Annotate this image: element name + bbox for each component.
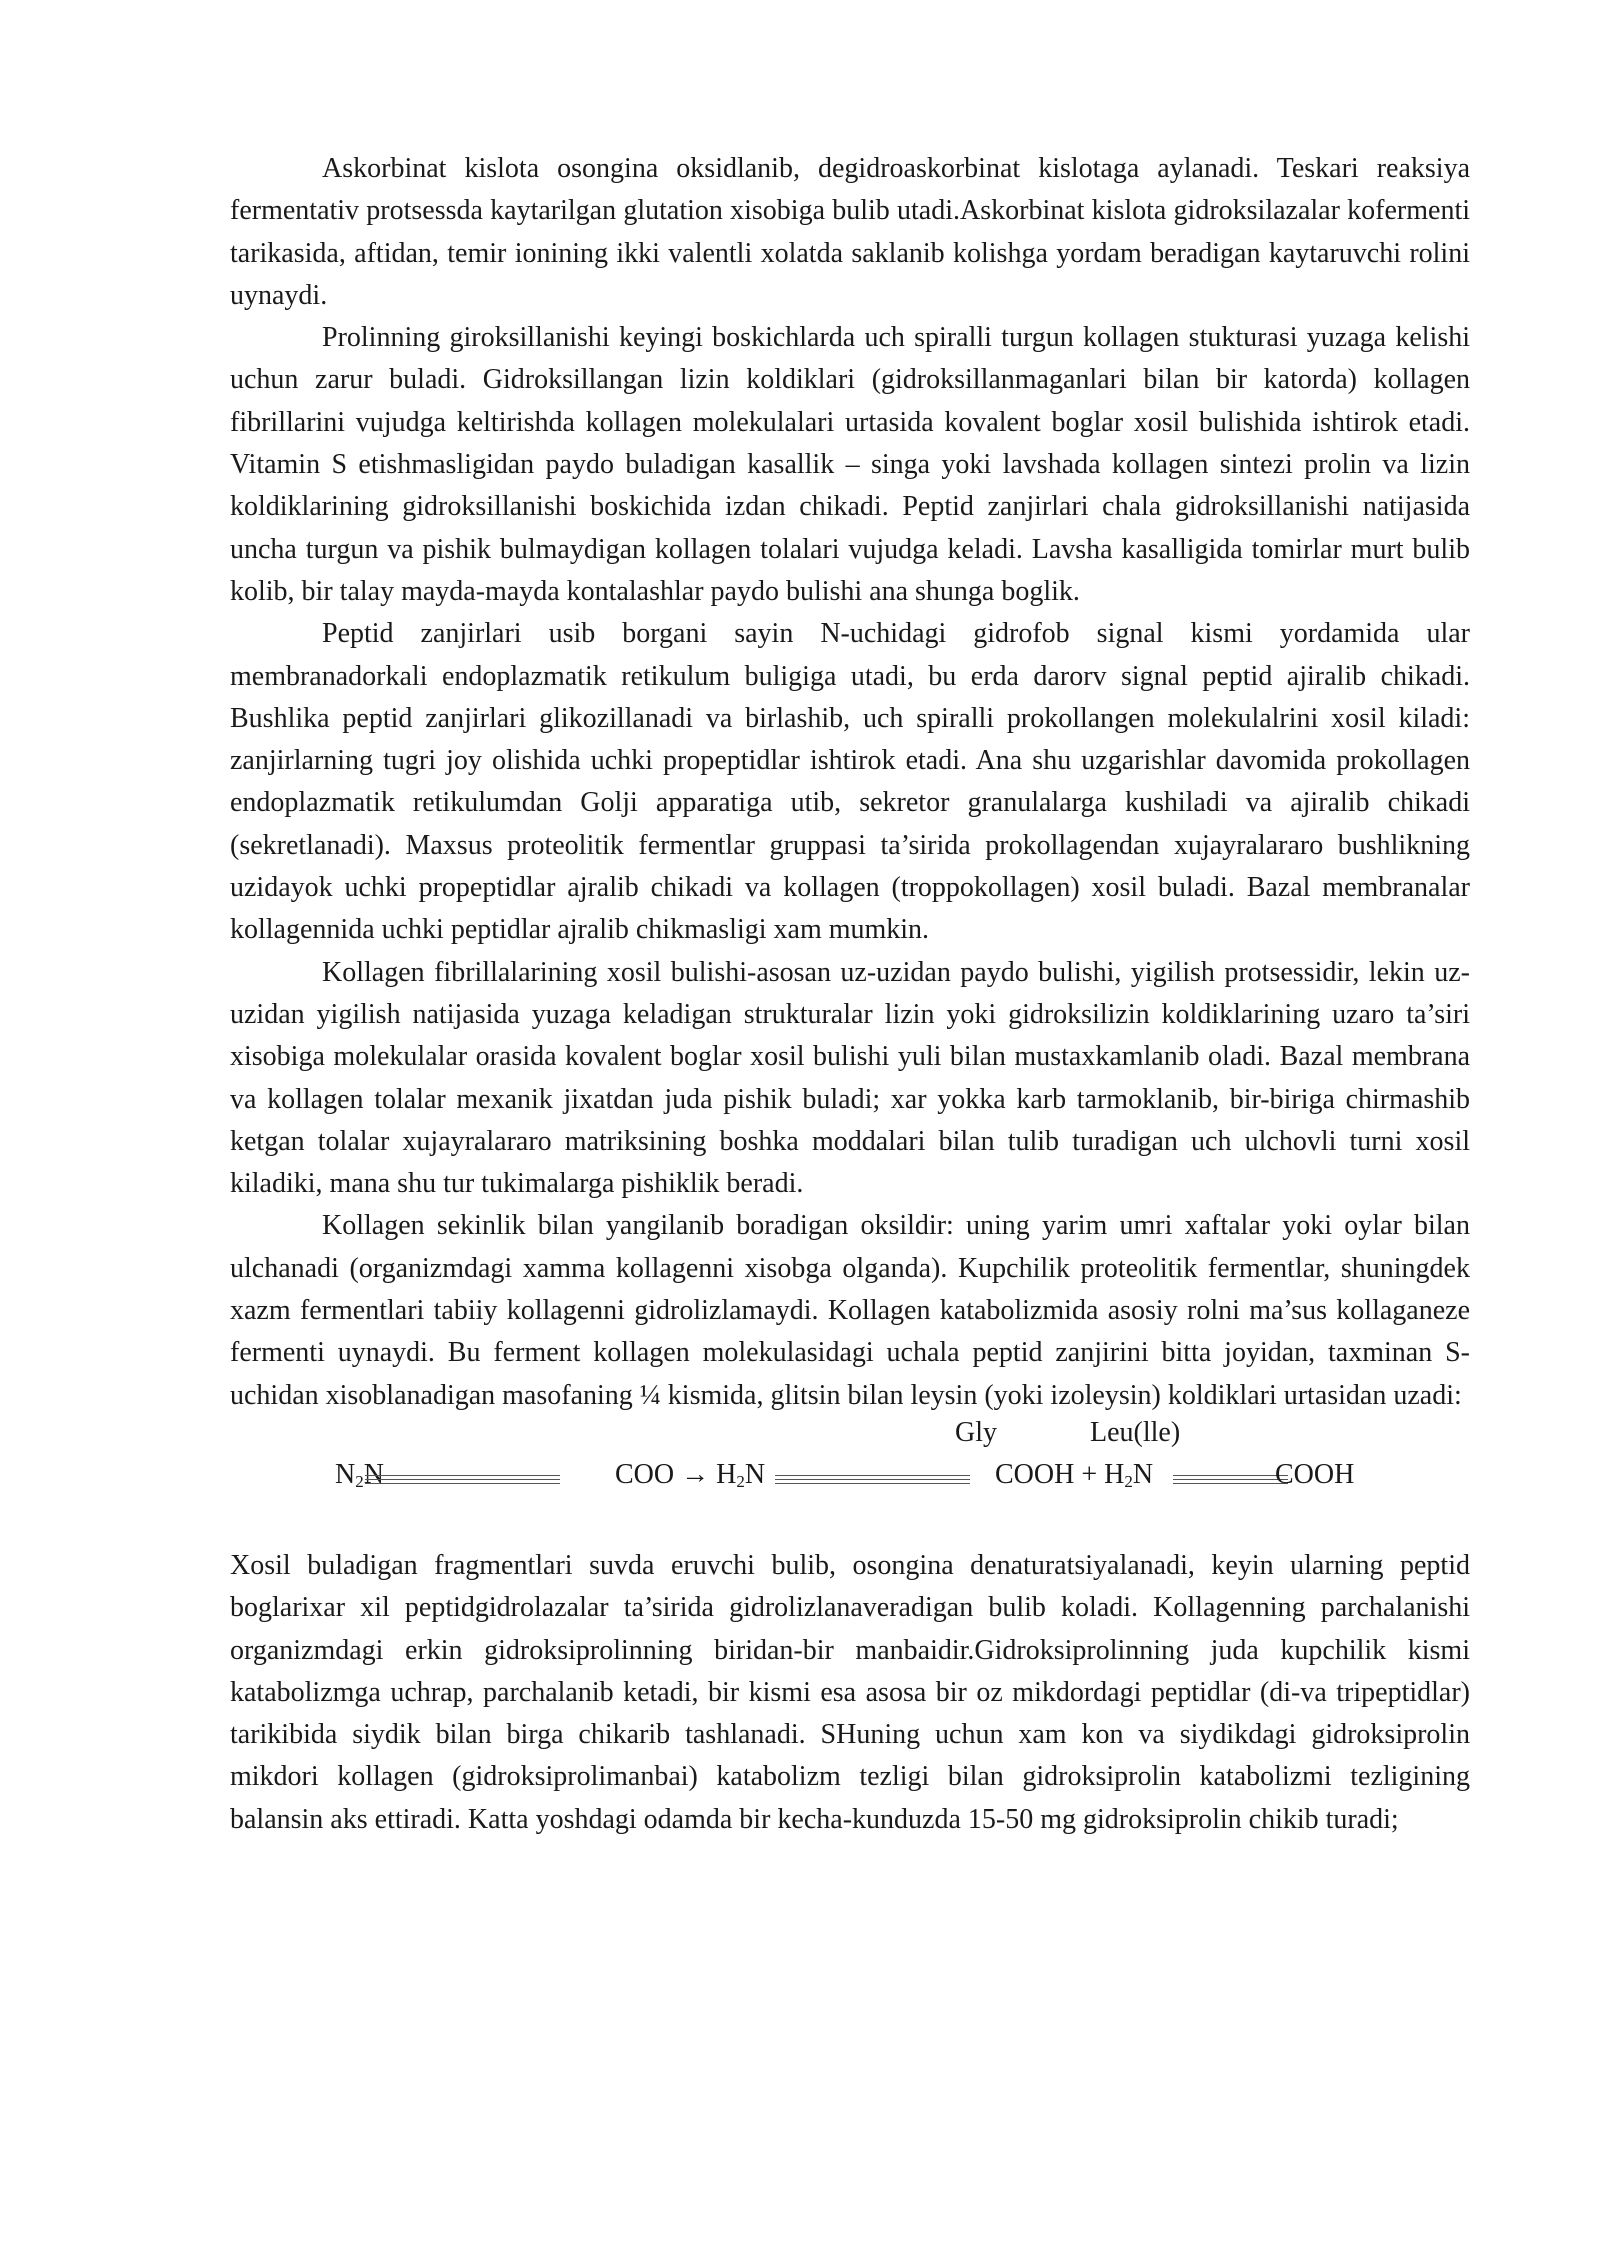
paragraph-fragments-hydroxyproline: Xosil buladigan fragmentlari suvda eruvchi bulib, osongina denaturatsiyalanadi, keyin ularning peptid boglarixar xil peptidgidrolazalar ta’sirida gidrolizlanaveradigan bulib koladi. Kollagenning parchalanishi organizmdagi erkin gidroksiprolinning biridan-bir manbaidir.Gidroksiprolinning juda kupchilik kismi katabolizmga uchrap, parchalanib ketadi, bir kismi esa asosa bir oz mikdordagi peptidlar (di-va tripeptidlar) tarikibida siydik bilan birga chikarib tashlanadi. SHuning uchun xam kon va siydikdagi gidroksiprolin mikdori kollagen (gidroksiprolimanbai) katabolizm tezligi bilan gidroksiprolin katabolizmi tezligining balansin aks ettiradi. Katta yoshdagi odamda bir kecha-kunduzda 15-50 mg gidroksiprolin chikib turadi; (230, 1549, 1470, 1835)
formula-chain-bond-1 (365, 1475, 560, 1484)
formula-chain-bond-3 (1173, 1475, 1288, 1484)
body-text-upper (230, 148, 1470, 1841)
formula-fragment-cooh-h2n: COOH + $H_2N$ (995, 1458, 1154, 1491)
formula-chain-bond-2 (775, 1475, 970, 1484)
formula-label-leu: Leu(lle) (1090, 1416, 1181, 1448)
paragraph-fibril-formation: Kollagen fibrillalarining xosil bulishi-asosan uz-uzidan paydo bulishi, yigilish protsessidir, lekin uz-uzidan yigilish natijasida yuzaga keladigan strukturalar lizin yoki gidroksilizin koldiklarining uzaro ta’siri xisobiga molekulalar orasida kovalent boglar xosil bulishi yuli bilan mustaxkamlanib oladi. Bazal membrana va kollagen tolalar mexanik jixatdan juda pishik buladi; xar yokka karb tarmoklanib, bir-biriga chirmashib ketgan tolalar xujayralararo matriksining boshka moddalari bilan tulib turadigan uch ulchovli turni xosil kiladiki, mana shu tur tukimalarga pishiklik beradi. (230, 956, 1470, 1200)
paragraph-collagen-catabolism: Kollagen sekinlik bilan yangilanib boradigan oksildir: uning yarim umri xaftalar yoki oylar bilan ulchanadi (organizmdagi xamma kollagenni xisobga olganda). Kupchilik proteolitik fermentlar, shuningdek xazm fermentlari tabiiy kollagenni gidrolizlamaydi. Kollagen katabolizmida asosiy rolni ma’sus kollaganeze fermenti uynaydi. Bu ferment kollagen molekulasidagi uchala peptid zanjirini bitta joyidan, taxminan S-uchidan xisoblanadigan masofaning ¼ kismida, glitsin bilan leysin (yoki izoleysin) koldiklari urtasidan uzadi: (230, 1210, 1470, 1411)
formula-fragment-n-terminus: $N_2N$ (335, 1458, 384, 1491)
formula-fragment-coo-h2n: COO → $H_2N$ (615, 1458, 766, 1491)
collagenase-cleavage-formula (230, 1417, 1470, 1545)
paragraph-ascorbic-acid: Askorbinat kislota osongina oksidlanib, degidroaskorbinat kislotaga aylanadi. Teskari reaksiya fermentativ protsessda kaytarilgan glutation xisobiga bulib utadi.Askorbinat kislota gidroksilazalar kofermenti tarikasida, aftidan, temir ionining ikki valentli xolatda saklanib kolishga yordam beradigan kaytaruvchi rolini uynaydi. (230, 153, 1470, 311)
paragraph-peptide-chains: Peptid zanjirlari usib borgani sayin N-uchidagi gidrofob signal kismi yordamida ular membranadorkali endoplazmatik retikulum buligiga utadi, bu erda darorv signal peptid ajiralib chikadi. Bushlika peptid zanjirlari glikozillanadi va birlashib, uch spiralli prokollangen molekulalrini xosil kiladi: zanjirlarning tugri joy olishida uchki propeptidlar ishtirok etadi. Ana shu uzgarishlar davomida prokollagen endoplazmatik retikulumdan Golji apparatiga utib, sekretor granulalarga kushiladi va ajiralib chikadi (sekretlanadi). Maxsus proteolitik fermentlar gruppasi ta’sirida prokollagendan xujayralararo bushlikning uzidayok uchki propeptidlar ajralib chikadi va kollagen (troppokollagen) xosil buladi. Bazal membranalar kollagennida uchki peptidlar ajralib chikmasligi xam mumkin. (230, 618, 1470, 946)
formula-fragment-cooh-end: COOH (1275, 1458, 1355, 1490)
formula-label-gly: Gly (955, 1416, 997, 1448)
paragraph-proline-hydroxylation: Prolinning giroksillanishi keyingi boskichlarda uch spiralli turgun kollagen stukturasi yuzaga kelishi uchun zarur buladi. Gidroksillangan lizin koldiklari (gidroksillanmaganlari bilan bir katorda) kollagen fibrillarini vujudga keltirishda kollagen molekulalari urtasida kovalent boglar xosil bulishida ishtirok etadi. Vitamin S etishmasligidan paydo buladigan kasallik – singa yoki lavshada kollagen sintezi prolin va lizin koldiklarining gidroksillanishi boskichida izdan chikadi. Peptid zanjirlari chala gidroksillanishi natijasida uncha turgun va pishik bulmaydigan kollagen tolalari vujudga keladi. Lavsha kasalligida tomirlar murt bulib kolib, bir talay mayda-mayda kontalashlar paydo bulishi ana shunga boglik. (230, 322, 1470, 607)
